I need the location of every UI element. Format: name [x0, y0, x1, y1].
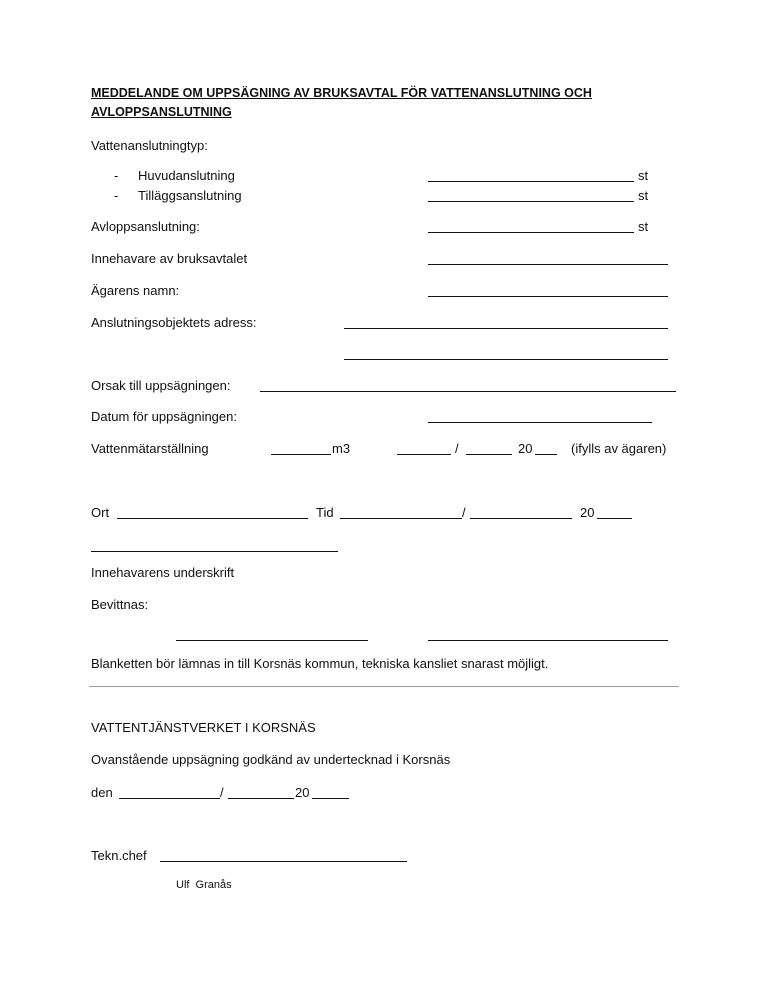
additional-connection-unit: st [638, 188, 649, 203]
place-field[interactable] [117, 518, 308, 519]
main-connection-count-field[interactable] [428, 181, 634, 182]
connection-address-field-line2[interactable] [344, 359, 668, 360]
time-year-prefix: 20 [580, 505, 595, 520]
time-month-field[interactable] [470, 518, 572, 519]
owner-fills-note: (ifylls av ägaren) [571, 441, 667, 456]
time-day-field[interactable] [340, 518, 462, 519]
meter-year-prefix: 20 [518, 441, 533, 456]
bullet-dash: - [114, 188, 119, 203]
approval-date-year-field[interactable] [312, 798, 349, 799]
approval-date-month-field[interactable] [228, 798, 294, 799]
approval-date-day-field[interactable] [119, 798, 220, 799]
meter-date-month-field[interactable] [466, 454, 512, 455]
termination-reason-field[interactable] [260, 391, 676, 392]
termination-date-field[interactable] [428, 422, 652, 423]
witness-2-signature-field[interactable] [428, 640, 668, 641]
contract-holder-label: Innehavare av bruksavtalet [91, 251, 248, 266]
meter-reading-label: Vattenmätarställning [91, 441, 209, 456]
bullet-dash: - [114, 168, 119, 183]
main-connection-label: Huvudanslutning [138, 168, 235, 183]
form-title-line2: AVLOPPSANSLUTNING [91, 105, 232, 119]
witness-1-signature-field[interactable] [176, 640, 368, 641]
connection-address-label: Anslutningsobjektets adress: [91, 315, 257, 330]
meter-date-slash: / [455, 441, 459, 456]
section-divider [89, 686, 679, 687]
main-connection-unit: st [638, 168, 649, 183]
tech-chief-name: Ulf Granås [176, 879, 232, 891]
tech-chief-label: Tekn.chef [91, 848, 147, 863]
place-label: Ort [91, 505, 110, 520]
time-year-field[interactable] [597, 518, 632, 519]
approval-year-prefix: 20 [295, 785, 310, 800]
additional-connection-label: Tilläggsanslutning [138, 188, 242, 203]
time-label: Tid [316, 505, 334, 520]
holder-signature-field[interactable] [91, 551, 338, 552]
approval-date-slash: / [220, 785, 224, 800]
sewer-connection-label: Avloppsanslutning: [91, 219, 200, 234]
approval-text: Ovanstående uppsägning godkänd av undertecknad i Korsnäs [91, 752, 451, 767]
tech-chief-signature-field[interactable] [160, 861, 407, 862]
approval-date-label: den [91, 785, 113, 800]
meter-date-year-field[interactable] [535, 454, 557, 455]
meter-date-day-field[interactable] [397, 454, 451, 455]
sewer-connection-unit: st [638, 219, 649, 234]
termination-date-label: Datum för uppsägningen: [91, 409, 237, 424]
time-date-slash: / [462, 505, 466, 520]
termination-reason-label: Orsak till uppsägningen: [91, 378, 231, 393]
contract-holder-field[interactable] [428, 264, 668, 265]
additional-connection-count-field[interactable] [428, 201, 634, 202]
submission-note: Blanketten bör lämnas in till Korsnäs kommun, tekniska kansliet snarast möjligt. [91, 656, 549, 671]
sewer-connection-count-field[interactable] [428, 232, 634, 233]
owner-name-field[interactable] [428, 296, 668, 297]
connection-address-field-line1[interactable] [344, 328, 668, 329]
form-title-line1: MEDDELANDE OM UPPSÄGNING AV BRUKSAVTAL FÖR VATTENANSLUTNING OCH [91, 86, 592, 100]
witnesses-label: Bevittnas: [91, 597, 149, 612]
meter-unit: m3 [332, 441, 351, 456]
holder-signature-label: Innehavarens underskrift [91, 565, 235, 580]
water-connection-type-label: Vattenanslutningtyp: [91, 138, 208, 153]
office-heading: VATTENTJÄNSTVERKET I KORSNÄS [91, 720, 316, 735]
owner-name-label: Ägarens namn: [91, 283, 180, 298]
meter-reading-field[interactable] [271, 454, 331, 455]
